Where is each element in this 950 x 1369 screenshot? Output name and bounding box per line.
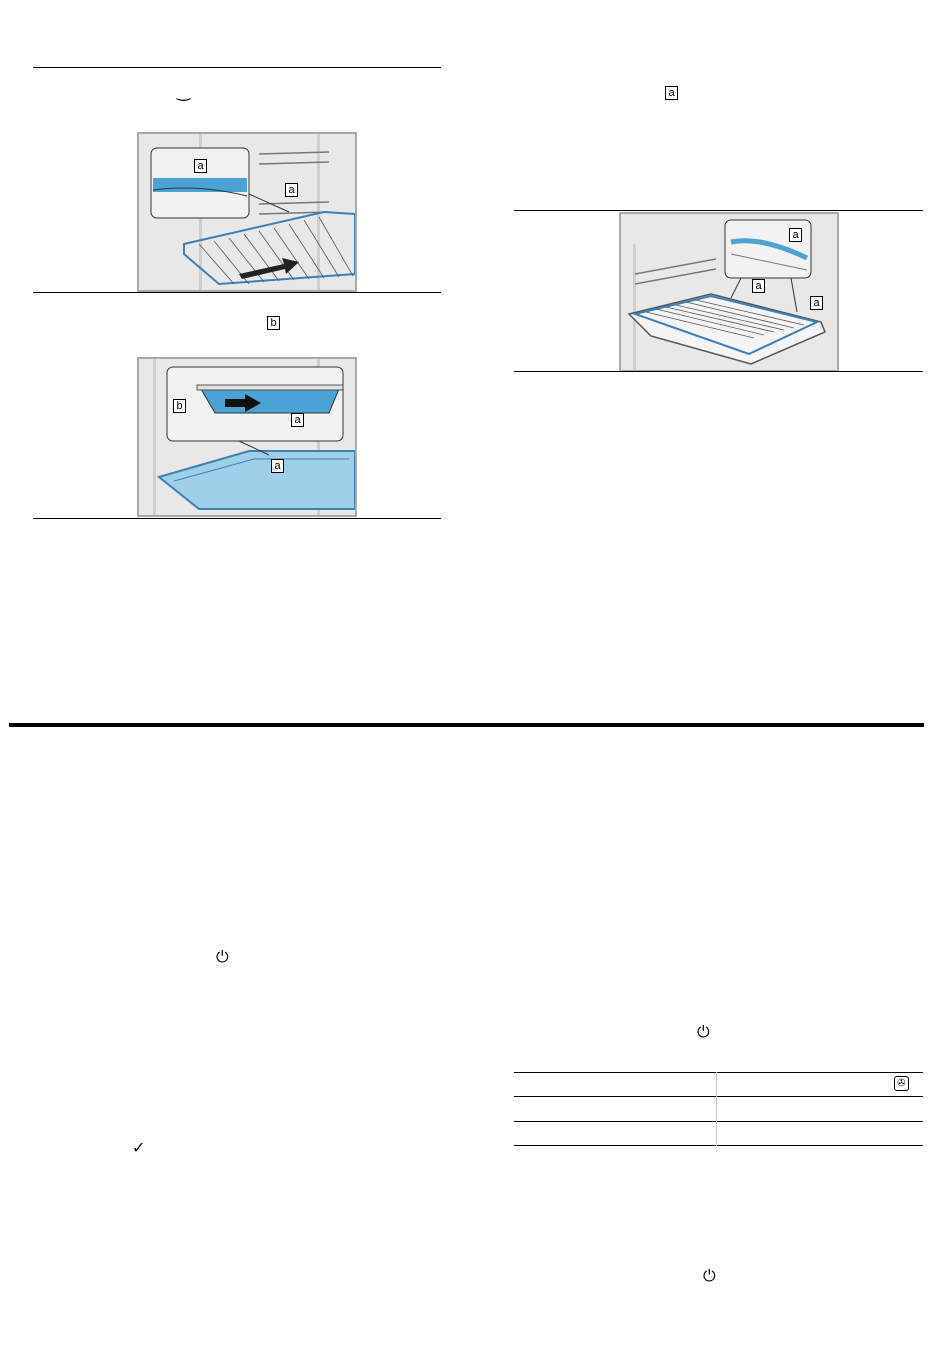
figure1-label-a-inset: a bbox=[194, 159, 207, 173]
table-rule-4 bbox=[514, 1145, 923, 1146]
table-rule-1 bbox=[514, 1072, 923, 1073]
power-icon: ⏻ bbox=[697, 1022, 710, 1041]
figure2-label-a-tray: a bbox=[271, 459, 284, 473]
figure1-label-a-rack: a bbox=[285, 183, 298, 197]
section-divider bbox=[9, 723, 924, 727]
figure-rack-on-tray bbox=[619, 212, 839, 372]
table-rule-3 bbox=[514, 1121, 923, 1122]
rule-left-1 bbox=[33, 67, 441, 68]
rule-left-2 bbox=[33, 292, 441, 293]
rule-right-1 bbox=[514, 210, 923, 211]
figure2-label-a-inset: a bbox=[291, 413, 304, 427]
inline-label-b: b bbox=[267, 316, 280, 330]
rule-right-2 bbox=[514, 371, 923, 372]
figure2-label-b: b bbox=[173, 399, 186, 413]
check-icon: ✓ bbox=[132, 1138, 146, 1157]
table-column-divider bbox=[716, 1072, 717, 1146]
breve-icon: ‿ bbox=[177, 82, 190, 101]
fan-icon: ✇ bbox=[894, 1076, 909, 1091]
power-icon: ⏻ bbox=[703, 1266, 716, 1285]
rule-left-3 bbox=[33, 518, 441, 519]
table-rule-2 bbox=[514, 1096, 923, 1097]
power-icon: ⏻ bbox=[216, 947, 229, 966]
figure-baking-tray bbox=[137, 357, 357, 517]
figure3-label-a-inset: a bbox=[789, 228, 802, 242]
inline-label-a: a bbox=[665, 86, 678, 100]
figure-wire-rack bbox=[137, 132, 357, 292]
figure3-label-a-right: a bbox=[810, 296, 823, 310]
figure3-label-a-left: a bbox=[752, 279, 765, 293]
